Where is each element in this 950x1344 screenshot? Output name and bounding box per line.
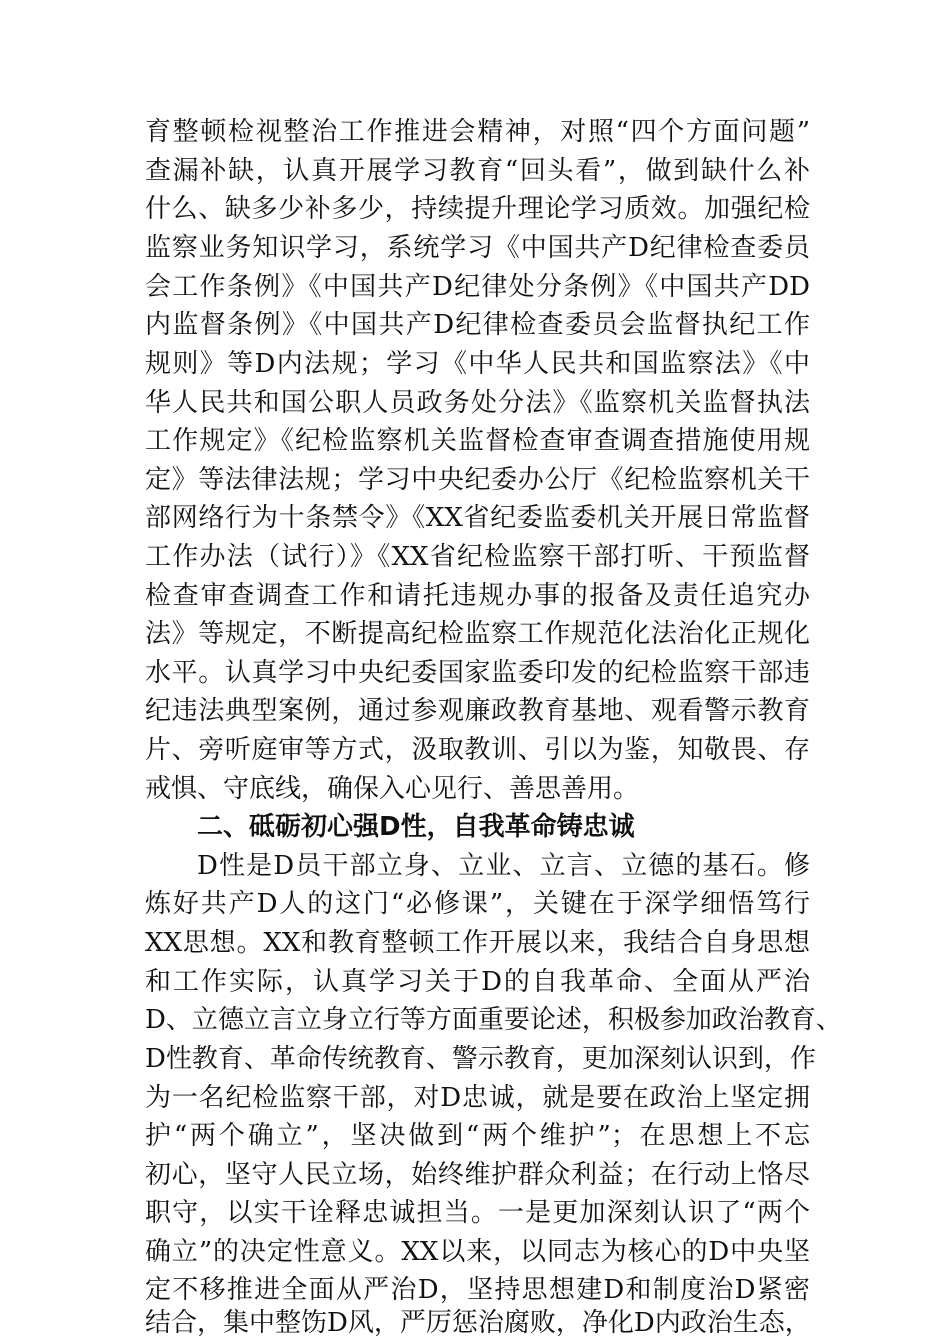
text-line: 确立”的决定性意义。XX以来，以同志为核心的D中央坚 [145, 1237, 810, 1267]
text-line: 定不移推进全面从严治D，坚持思想建D和制度治D紧密 [145, 1275, 810, 1305]
text-line: 结合，集中整饬D风，严厉惩治腐败，净化D内政治生态， [145, 1308, 811, 1338]
text-line: 华人民共和国公职人员政务处分法》《监察机关监督执法 [145, 388, 810, 418]
paragraph-first-line: D性是D员干部立身、立业、立言、立德的基石。修 [197, 851, 810, 881]
text-line: 戒惧、守底线，确保入心见行、善思善用。 [145, 774, 640, 804]
text-line: 职守，以实干诠释忠诚担当。一是更加深刻认识了“两个 [145, 1198, 810, 1228]
text-line: 工作办法（试行）》《XX省纪检监察干部打听、干预监督 [145, 542, 810, 572]
text-line: 炼好共产D人的这门“必修课”，关键在于深学细悟笃行 [145, 889, 810, 919]
text-line: 什么、缺多少补多少，持续提升理论学习质效。加强纪检 [145, 194, 810, 224]
text-line: 和工作实际，认真学习关于D的自我革命、全面从严治 [145, 967, 810, 997]
text-line: D性教育、革命传统教育、警示教育，更加深刻认识到，作 [145, 1044, 816, 1074]
text-line: 定》等法律法规；学习中央纪委办公厅《纪检监察机关干 [145, 465, 810, 495]
text-line: D、立德立言立身立行等方面重要论述，积极参加政治教育、 [145, 1005, 842, 1035]
text-line: 法》等规定，不断提高纪检监察工作规范化法治化正规化 [145, 619, 810, 649]
text-line: 规则》等D内法规；学习《中华人民共和国监察法》《中 [145, 349, 810, 379]
text-line: 部网络行为十条禁令》《XX省纪委监委机关开展日常监督 [145, 503, 810, 533]
text-line: 为一名纪检监察干部，对D忠诚，就是要在政治上坚定拥 [145, 1083, 810, 1113]
section-heading: 二、砥砺初心强D性，自我革命铸忠诚 [197, 812, 635, 842]
text-line: 查漏补缺，认真开展学习教育“回头看”，做到缺什么补 [145, 156, 810, 186]
text-line: 工作规定》《纪检监察机关监督检查审查调查措施使用规 [145, 426, 810, 456]
text-line: 监察业务知识学习，系统学习《中国共产D纪律检查委员 [145, 233, 810, 263]
text-line: 检查审查调查工作和请托违规办事的报备及责任追究办 [145, 581, 810, 611]
text-line: 内监督条例》《中国共产D纪律检查委员会监督执纪工作 [145, 310, 810, 340]
text-line: 会工作条例》《中国共产D纪律处分条例》《中国共产DD [145, 272, 810, 302]
text-line: 纪违法典型案例，通过参观廉政教育基地、观看警示教育 [145, 696, 810, 726]
text-line: 初心，坚守人民立场，始终维护群众利益；在行动上恪尽 [145, 1160, 810, 1190]
text-line: 护“两个确立”，坚决做到“两个维护”；在思想上不忘 [145, 1121, 810, 1151]
text-line: 片、旁听庭审等方式，汲取教训、引以为鉴，知敬畏、存 [145, 735, 810, 765]
text-line: XX思想。XX和教育整顿工作开展以来，我结合自身思想 [145, 928, 810, 958]
text-line: 育整顿检视整治工作推进会精神，对照“四个方面问题” [145, 117, 810, 147]
text-line: 水平。认真学习中央纪委国家监委印发的纪检监察干部违 [145, 658, 810, 688]
